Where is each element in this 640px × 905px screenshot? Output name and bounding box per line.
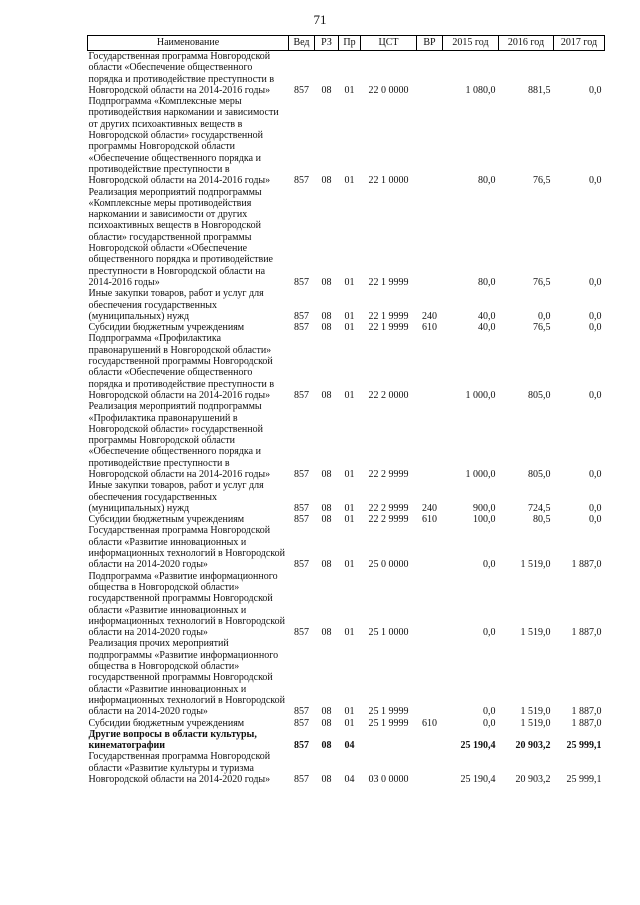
row-value-2016: 20 903,2: [515, 774, 551, 785]
row-rz: 08: [321, 468, 332, 480]
row-pr: 01: [344, 310, 355, 322]
row-pr: 01: [344, 514, 355, 526]
row-cst: 25 0 0000: [368, 559, 409, 571]
row-value-2015: 900,0: [473, 502, 496, 514]
row-value-2016: 76,5: [533, 322, 551, 334]
row-value-2017: 1 887,0: [571, 559, 602, 571]
row-name: Государственная программа Новгородской области «Развитие культуры и туризма Новгородской области на 2014-2020 годы»: [88, 751, 271, 785]
row-value-2016: 20 903,2: [515, 740, 551, 752]
row-value-2017: 0,0: [589, 84, 602, 96]
table-row: [88, 571, 605, 639]
row-name: Подпрограмма «Развитие информационного общества в Новгородской области» государственной программы Новгородской области «Развитие инновационных и информационных технологий в Новгородской области на 2014-2020 годы»: [88, 570, 286, 639]
row-value-2017: 25 999,1: [566, 774, 602, 785]
row-cst: 25 1 0000: [368, 627, 409, 639]
table-header-row: [88, 36, 605, 51]
row-cst: 22 2 9999: [368, 468, 409, 480]
row-cst: 22 2 9999: [368, 502, 409, 514]
row-cst: 22 0 0000: [368, 84, 409, 96]
row-ved: 857: [294, 706, 309, 718]
row-value-2017: 0,0: [589, 502, 602, 514]
header-ved: Вед: [289, 36, 315, 51]
row-value-2016: 881,5: [528, 84, 551, 96]
row-cst: 22 1 9999: [368, 276, 409, 288]
row-name: Реализация мероприятий подпрограммы «Профилактика правонарушений в Новгородской области» государственной программы Новгородской области «Обеспечение общественного порядка и противодействие преступности в Новгородской области на 2014-2016 годы»: [88, 401, 271, 480]
row-value-2017: 0,0: [589, 175, 602, 187]
row-value-2016: 1 519,0: [520, 559, 551, 571]
header-2016: 2016 год: [499, 36, 554, 51]
row-name: Подпрограмма «Профилактика правонарушений в Новгородской области» государственной программы Новгородской области «Обеспечение общественного порядка и противодействие преступности в Новгородской области на 2014-2016 годы»: [88, 333, 275, 401]
row-value-2015: 0,0: [483, 627, 496, 639]
header-2017: 2017 год: [554, 36, 605, 51]
table-row: [88, 729, 605, 752]
row-pr: 04: [344, 740, 355, 752]
row-cst: 22 1 9999: [368, 322, 409, 334]
row-value-2016: 805,0: [528, 468, 551, 480]
row-vr: 610: [422, 514, 437, 526]
row-ved: 857: [294, 502, 309, 514]
row-name: Реализация мероприятий подпрограммы «Комплексные меры противодействия наркомании и зависимости от других психоактивных веществ в Новгородской области» государственной программы Новгородской области «Обеспечение общественного порядка и противодействие преступности в Новгородской области на 2014-2016 годы»: [88, 186, 273, 288]
row-value-2016: 1 519,0: [520, 717, 551, 729]
row-value-2017: 1 887,0: [571, 717, 602, 729]
row-value-2016: 1 519,0: [520, 627, 551, 639]
row-pr: 04: [344, 774, 355, 785]
table-row: [88, 525, 605, 570]
row-rz: 08: [321, 740, 332, 752]
row-vr: [417, 401, 443, 480]
row-pr: 01: [344, 276, 355, 288]
row-value-2017: 0,0: [589, 310, 602, 322]
table-row: [88, 514, 605, 525]
row-name: Иные закупки товаров, работ и услуг для обеспечения государственных (муниципальных) нужд: [88, 288, 264, 322]
table-row: [88, 333, 605, 401]
row-value-2015: 40,0: [478, 322, 496, 334]
table-row: [88, 480, 605, 514]
row-cst: [361, 729, 417, 752]
row-vr: [417, 571, 443, 639]
row-pr: 01: [344, 468, 355, 480]
table-row: [88, 51, 605, 97]
row-value-2017: 0,0: [589, 468, 602, 480]
row-value-2017: 0,0: [589, 276, 602, 288]
row-value-2017: 1 887,0: [571, 706, 602, 718]
row-vr: 240: [422, 310, 437, 322]
row-value-2016: 724,5: [528, 502, 551, 514]
row-ved: 857: [294, 559, 309, 571]
row-value-2015: 0,0: [483, 706, 496, 718]
row-value-2015: 40,0: [478, 310, 496, 322]
row-rz: 08: [321, 717, 332, 729]
row-value-2015: 1 000,0: [465, 468, 496, 480]
row-ved: 857: [294, 310, 309, 322]
row-vr: [417, 51, 443, 97]
row-value-2017: 0,0: [589, 389, 602, 401]
table-row: [88, 401, 605, 480]
table-row: [88, 288, 605, 322]
row-ved: 857: [294, 468, 309, 480]
table-body: [88, 51, 605, 786]
row-value-2017: 0,0: [589, 322, 602, 334]
table-row: [88, 751, 605, 785]
table-row: [88, 187, 605, 289]
row-name: Другие вопросы в области культуры, кинематографии: [88, 728, 257, 752]
row-rz: 08: [321, 502, 332, 514]
row-cst: 22 1 9999: [368, 310, 409, 322]
row-name: Иные закупки товаров, работ и услуг для обеспечения государственных (муниципальных) нужд: [88, 480, 264, 514]
row-value-2015: 1 080,0: [465, 84, 496, 96]
row-cst: 03 0 0000: [368, 774, 409, 785]
row-ved: 857: [294, 389, 309, 401]
row-rz: 08: [321, 514, 332, 526]
row-name: Субсидии бюджетным учреждениям: [88, 514, 245, 526]
row-cst: 25 1 9999: [368, 717, 409, 729]
row-ved: 857: [294, 717, 309, 729]
table-row: [88, 718, 605, 729]
row-ved: 857: [294, 322, 309, 334]
row-vr: [417, 729, 443, 752]
row-ved: 857: [294, 774, 309, 785]
row-pr: 01: [344, 502, 355, 514]
header-pr: Пр: [339, 36, 361, 51]
row-vr: [417, 187, 443, 289]
row-name: Государственная программа Новгородской области «Развитие инновационных и информационных технологий в Новгородской области на 2014-2020 годы»: [88, 525, 286, 571]
row-rz: 08: [321, 84, 332, 96]
row-pr: 01: [344, 84, 355, 96]
table-row: [88, 638, 605, 717]
row-name: Реализация прочих мероприятий подпрограммы «Развитие информационного общества в Новгородской области» государственной программы Новгородской области «Развитие инновационных и информационных технологий в Новгородской области на 2014-2020 годы»: [88, 638, 286, 718]
row-vr: [417, 638, 443, 717]
row-rz: 08: [321, 175, 332, 187]
row-value-2016: 80,5: [533, 514, 551, 526]
row-name: Подпрограмма «Комплексные меры противодействия наркомании и зависимости от других психоактивных веществ в Новгородской области» государственной программы Новгородской области «Обеспечение общественного порядка и противодействие преступности в Новгородской области на 2014-2016 годы»: [88, 96, 279, 187]
row-cst: 25 1 9999: [368, 706, 409, 718]
row-ved: 857: [294, 514, 309, 526]
row-vr: 240: [422, 502, 437, 514]
row-value-2015: 100,0: [473, 514, 496, 526]
row-ved: 857: [294, 84, 309, 96]
row-rz: 08: [321, 310, 332, 322]
table-row: [88, 96, 605, 186]
row-pr: 01: [344, 389, 355, 401]
page-number: 71: [313, 12, 327, 27]
row-pr: 01: [344, 175, 355, 187]
row-ved: 857: [294, 276, 309, 288]
row-value-2016: 76,5: [533, 276, 551, 288]
row-value-2016: 0,0: [538, 310, 551, 322]
row-ved: 857: [294, 740, 309, 752]
row-ved: 857: [294, 175, 309, 187]
row-pr: 01: [344, 559, 355, 571]
row-value-2015: 0,0: [483, 559, 496, 571]
budget-table: [87, 35, 605, 785]
row-rz: 08: [321, 627, 332, 639]
row-rz: 08: [321, 389, 332, 401]
row-name: Государственная программа Новгородской области «Обеспечение общественного порядка и противодействие преступности в Новгородской области на 2014-2016 годы»: [88, 51, 275, 96]
header-rz: РЗ: [315, 36, 339, 51]
row-ved: 857: [294, 627, 309, 639]
row-pr: 01: [344, 706, 355, 718]
row-value-2015: 25 190,4: [460, 740, 496, 752]
row-pr: 01: [344, 322, 355, 334]
row-cst: 22 2 9999: [368, 514, 409, 526]
row-vr: [417, 96, 443, 186]
header-cst: ЦСТ: [361, 36, 417, 51]
row-name: Субсидии бюджетным учреждениям: [88, 717, 245, 729]
row-cst: 22 2 0000: [368, 389, 409, 401]
row-value-2015: 80,0: [478, 175, 496, 187]
row-rz: 08: [321, 276, 332, 288]
row-rz: 08: [321, 706, 332, 718]
row-rz: 08: [321, 559, 332, 571]
row-value-2017: 1 887,0: [571, 627, 602, 639]
header-2015: 2015 год: [443, 36, 499, 51]
header-vr: ВР: [417, 36, 443, 51]
row-value-2017: 0,0: [589, 514, 602, 526]
row-vr: 610: [422, 717, 437, 729]
row-value-2016: 1 519,0: [520, 706, 551, 718]
row-vr: [417, 333, 443, 401]
row-value-2016: 76,5: [533, 175, 551, 187]
row-value-2015: 1 000,0: [465, 389, 496, 401]
header-name: Наименование: [88, 36, 289, 51]
row-value-2015: 80,0: [478, 276, 496, 288]
row-value-2015: 0,0: [483, 717, 496, 729]
row-cst: 22 1 0000: [368, 175, 409, 187]
row-pr: 01: [344, 717, 355, 729]
row-name: Субсидии бюджетным учреждениям: [88, 322, 245, 334]
row-vr: [417, 525, 443, 570]
row-value-2016: 805,0: [528, 389, 551, 401]
row-rz: 08: [321, 774, 332, 785]
row-pr: 01: [344, 627, 355, 639]
row-value-2017: 25 999,1: [566, 740, 602, 752]
row-vr: [417, 751, 443, 785]
row-rz: 08: [321, 322, 332, 334]
row-vr: 610: [422, 322, 437, 334]
row-value-2015: 25 190,4: [460, 774, 496, 785]
table-row: [88, 322, 605, 333]
